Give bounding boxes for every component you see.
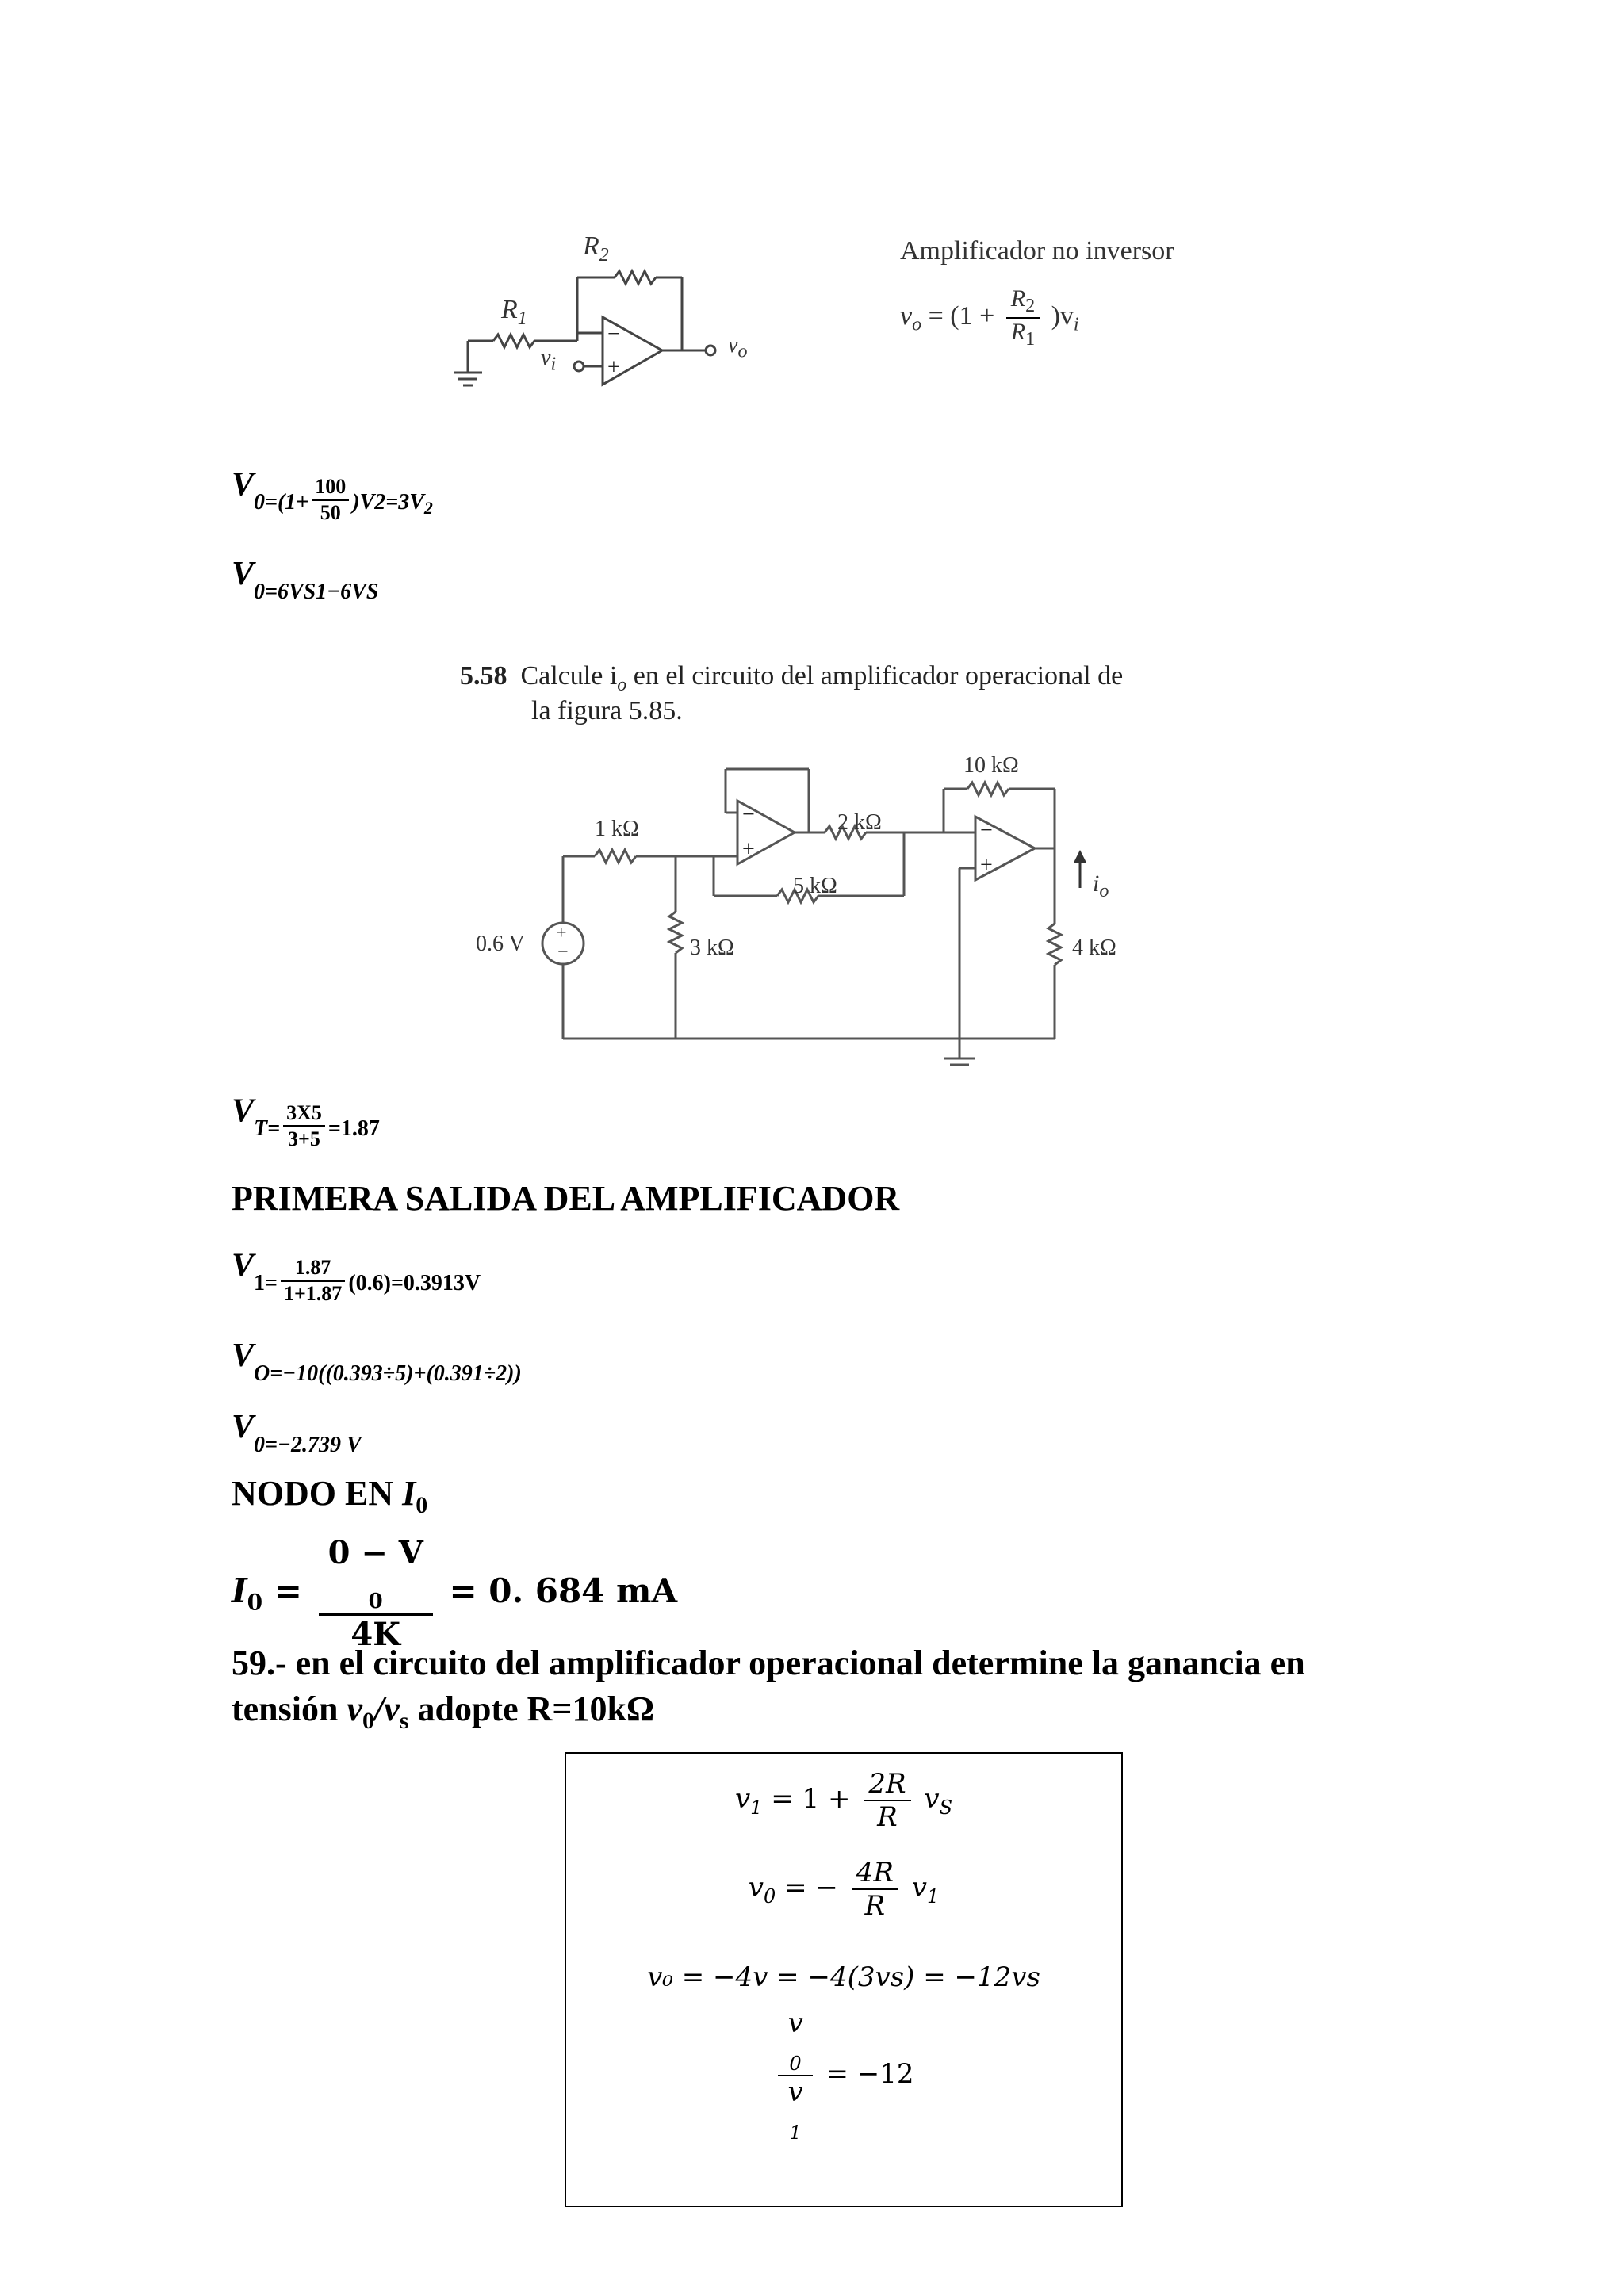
svg-text:+: + [980, 853, 993, 878]
box-line-v0: $v_0$ = − $\frac{4R}{R}$ $v_1$ [748, 1857, 940, 1922]
heading-nodo-en-i0: NODO EN $I_0$ [232, 1474, 428, 1518]
label-3k: 3 kΩ [690, 936, 734, 960]
box-line-v1: $v_1 = 1$ + $\frac{2R}{R}$ $v_S$ [734, 1768, 953, 1833]
heading-primera-salida: PRIMERA SALIDA DEL AMPLIFICADOR [232, 1179, 900, 1218]
label-io: $i_o$ [1093, 871, 1109, 901]
problem-5-58-text-line2: la figura 5.85. [531, 696, 683, 725]
svg-text:+: + [556, 923, 567, 943]
equation-vo-sum: $V_{O=-10((0.393\div 5)+(0.391\div 2))}$ [232, 1337, 522, 1386]
heading-problem-59-line1: 59.- en el circuito del amplificador operacional determine la ganancia en [232, 1644, 1305, 1682]
box-line-v0-expanded: v₀ = −4v = −4(3vs) = −12vs [647, 1961, 1040, 1993]
equation-v0-result: $V_{0=-2.739 V}$ [232, 1409, 362, 1457]
label-1k: 1 kΩ [595, 817, 639, 841]
label-r2: $R_2$ [583, 232, 609, 266]
svg-text:−: − [607, 322, 620, 346]
circuit-5-85 [452, 745, 1213, 1078]
fig1-caption-title: Amplificador no inversor [900, 236, 1174, 266]
equation-v0-vs: $V_{0=6VS1-6VS}$ [232, 556, 379, 604]
solution-box [565, 1752, 1123, 2207]
figure-non-inverting-amplifier [444, 222, 1205, 404]
problem-5-58-text: 5.58 Calcule $i_o$ en el circuito del amplificador operacional de [460, 661, 1124, 695]
svg-text:+: + [607, 355, 620, 380]
equation-i0: $I_0$ = 0 − V $_0$ 4K = 0. 684 mA [232, 1534, 678, 1653]
box-line-gain: v $_0$ v $_1$ = −12 [566, 2007, 1121, 2144]
problem-5-58 [452, 658, 1213, 1070]
svg-text:−: − [980, 818, 993, 843]
equation-v1: $V_{1=}$ $\frac{1.87}{1+1.87}$ $_{(0.6)=0.3913V}$ [232, 1247, 481, 1305]
fig1-formula: $v_o = (1$ + $\frac{R_2}{R_1}$ )$v_i$ [900, 285, 1079, 350]
svg-text:−: − [557, 942, 569, 962]
svg-text:+: + [742, 837, 755, 862]
equation-vt: $V_{T=}$ $\frac{3X5}{3+5}$ $_{=1.87}$ [232, 1093, 380, 1150]
equation-v0-gain: $V_{0=(1+}$ $\frac{100}{50}$ $_{)V2=3V2}$ [232, 466, 433, 524]
svg-text:−: − [742, 802, 755, 827]
label-10k: 10 kΩ [963, 753, 1019, 778]
heading-problem-59-line2: tensión $v_0/v_s$ adopte R=10kΩ [232, 1689, 655, 1734]
label-vi: $v_i$ [541, 346, 557, 375]
label-source-0-6v: 0.6 V [476, 932, 525, 956]
label-vo: $v_o$ [728, 333, 748, 362]
label-2k: 2 kΩ [837, 810, 882, 835]
label-5k: 5 kΩ [793, 874, 837, 898]
label-r1: $R_1$ [501, 295, 527, 329]
label-4k: 4 kΩ [1072, 936, 1116, 960]
